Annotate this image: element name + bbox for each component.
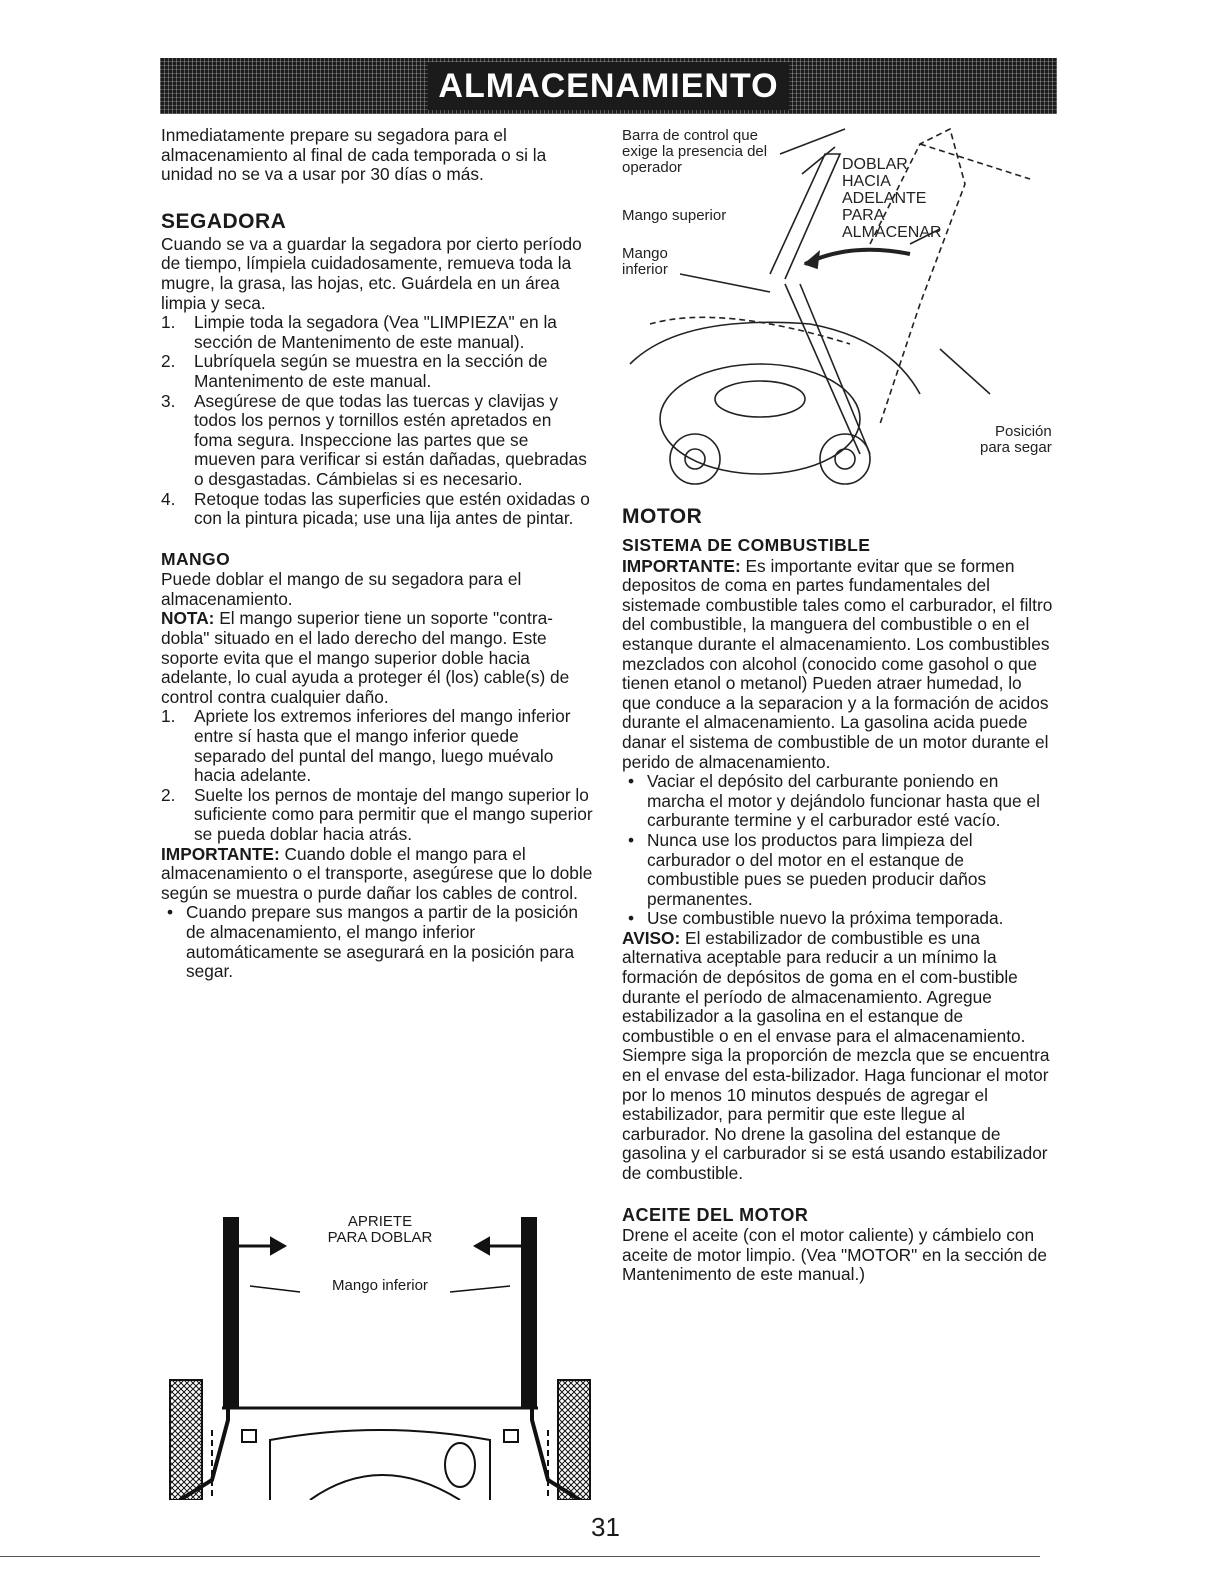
footer-divider <box>0 1556 1040 1557</box>
segadora-heading: SEGADORA <box>161 209 287 233</box>
combustible-bullets <box>622 772 1054 929</box>
posicion-label: Posición para segar <box>980 423 1052 456</box>
aceite-paragraph: Drene el aceite (con el motor caliente) y cámbielo con aceite de motor limpio. (Vea "MOTOR" en la sección de Mantenimento de este manual.) <box>622 1225 1047 1285</box>
segadora-steps <box>161 313 593 529</box>
important-label: IMPORTANTE: <box>161 843 280 864</box>
list-item: • Nunca use los productos para limpieza del carburador o del motor en el estanque de combustible pues se pueden producir daños permanentes. <box>622 831 1054 909</box>
mango-superior-label: Mango superior <box>622 207 727 224</box>
mango-inferior-label: Mango inferior <box>332 1277 428 1294</box>
list-item: • Cuando prepare sus mangos a partir de la posición de almacenamiento, el mango inferior automáticamente se asegurará en la posición para segar. <box>161 903 593 981</box>
handle-squeeze-figure <box>160 1200 600 1500</box>
apriete-label: APRIETE PARA DOBLAR <box>327 1213 433 1246</box>
list-item: • Use combustible nuevo la próxima temporada. <box>622 909 1054 929</box>
page-title: ALMACENAMIENTO <box>428 62 788 110</box>
sistema-heading: SISTEMA DE COMBUSTIBLE <box>622 535 871 555</box>
section-banner <box>160 58 1057 114</box>
mower-fold-figure <box>620 124 1060 500</box>
list-item: 2. Lubríquela según se muestra en la sección de Mantenimento de este manual. <box>161 351 548 391</box>
important-paragraph: IMPORTANTE: Es importante evitar que se formen depositos de coma en partes fundamentales del sistemade combustible tales como el carburador, el filtro del combustible, la manguera del combustible o en el estanque durante el almacenamiento. Los combustibles mezclados con alcohol (conocido come gasohol o que tienen etanol o metanol) Pueden atraer humedad, lo que conduce a la separacion y a la formación de acidos durante el almacenamiento. La gasolina acida puede danar el sistema de combustible de un motor durante el perido de almacenamiento. <box>622 555 1053 772</box>
list-item: 1. Limpie toda la segadora (Vea "LIMPIEZA" en la sección de Mantenimento de este manual). <box>161 312 557 352</box>
important-paragraph: IMPORTANTE: Cuando doble el mango para el almacenamiento o el transporte, asegúrese que lo doble según se muestra o purde dañar los cables de control. <box>161 843 593 903</box>
mango-paragraph: Puede doblar el mango de su segadora para el almacenamiento. <box>161 569 522 609</box>
right-column <box>622 506 1054 1285</box>
segadora-paragraph: Cuando se va a guardar la segadora por cierto período de tiempo, límpiela cuidadosamente, remueva toda la mugre, la grasa, las hojas, etc. Guárdela en un área limpia y seca. <box>161 233 582 313</box>
mango-inferior-label: Mango inferior <box>622 245 668 278</box>
mango-steps <box>161 707 593 844</box>
mango-bullets <box>161 903 593 981</box>
doblar-label: DOBLAR HACIA ADELANTE PARA ALMACENAR <box>842 156 942 241</box>
list-item: 2. Suelte los pernos de montaje del mango superior lo suficiente como para permitir que el mango superior se pueda doblar hacia atrás. <box>161 784 593 844</box>
aviso-label: AVISO: <box>622 927 681 948</box>
list-item: 4. Retoque todas las superficies que estén oxidadas o con la pintura picada; use una lija antes de pintar. <box>161 488 590 529</box>
nota-paragraph: NOTA: El mango superior tiene un soporte "contra-dobla" situado en el lado derecho del mango. Este soporte evita que el mango superior doble hacia adelante, lo cual ayuda a proteger él (los) cable(s) de control contra cualquier daño. <box>161 608 570 707</box>
barra-label: Barra de control que exige la presencia del operador <box>622 127 768 176</box>
list-item: 1. Apriete los extremos inferiores del mango inferior entre sí hasta que el mango inferior quede separado del puntal del mango, luego muévalo hacia adelante. <box>161 706 571 786</box>
list-item: 3. Asegúrese de que todas las tuercas y clavijas y todos los pernos y tornillos estén apretados en foma segura. Inspeccione las partes que se mueven para verificar si están dañadas, quebradas o desgastadas. Cámbielas si es necesario. <box>161 390 587 489</box>
important-label: IMPORTANTE: <box>622 555 741 576</box>
mango-heading: MANGO <box>161 548 231 569</box>
nota-label: NOTA: <box>161 608 215 629</box>
aviso-paragraph: AVISO: El estabilizador de combustible es una alternativa aceptable para reducir a un mínimo la formación de depósitos de goma en el com-bustible durante el período de almacenamiento. Agregue estabilizador a la gasolina en el estanque de combustible o en el envase para el almacenamiento. Siempre siga la proporción de mezcla que se encuentra en el envase del esta-bilizador. Haga funcionar el motor por lo menos 10 minutos después de agregar el estabilizador, para permitir que este llegue al carburador. No drene la gasolina del estanque de gasolina y el carburador si se está usando estabilizador de combustible. <box>622 927 1050 1183</box>
page-number: 31 <box>591 1512 620 1542</box>
aceite-heading: ACEITE DEL MOTOR <box>622 1204 809 1225</box>
list-item: • Vaciar el depósito del carburante poniendo en marcha el motor y dejándolo funcionar hasta que el carburante termine y el carburador esté vacío. <box>622 772 1054 831</box>
intro-paragraph: Inmediatamente prepare su segadora para el almacenamiento al final de cada temporada o si la unidad no se va a usar por 30 días o más. <box>161 125 547 185</box>
motor-heading: MOTOR <box>622 505 703 528</box>
left-column <box>161 126 593 982</box>
